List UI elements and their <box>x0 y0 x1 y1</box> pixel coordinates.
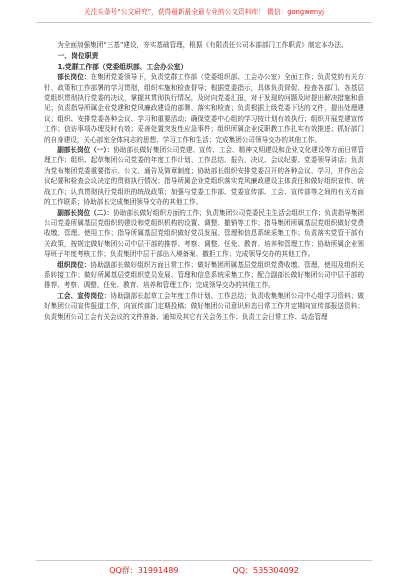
label-deputy-1: 副部长岗位（一）： <box>57 146 114 155</box>
paragraph-minister <box>44 72 364 145</box>
paragraph-organization <box>44 260 364 291</box>
section-title: 一、岗位职责 <box>57 52 99 61</box>
footer-qq-group: QQ群：31991489 <box>109 566 179 575</box>
paragraph-deputy-2 <box>44 208 364 260</box>
footer-divider <box>36 560 372 561</box>
paragraph-union-publicity <box>44 291 364 322</box>
text-deputy-2: 协助部长做好组织方面的工作；负责集团公司党委民主生活会组织工作；负责指导集团公司党委所属基层党组织的建设和党组织机构的设置、调整、撤销等工作；指导集团所属基层党组织做好党费收缴、管理、使用工作；指导所属基层党组织做好党员发展、管理和信息系统采集工作；负责落实党管干部有关政策，按规定做好集团公司中层干部的推荐、考察、调整、任免、教育、培养和管理工作；协助所属企业领导班子年度考核工作；负责集团中层干部出入境备案、撤拒工作；完成领导交办的其他工作。 <box>44 208 365 259</box>
label-union-publicity: 工会、宣传岗位： <box>57 291 111 300</box>
label-organization: 组织岗位： <box>57 260 91 269</box>
text-minister: 在集团党委领导下，负责党群工作部（党委组织部、工会办公室）全面工作；负责党的有关方针、政策和工作部署的学习贯彻，组织实施和检查督导；根据党委指示，具体负责督促、检查各部门、各基层党组织贯彻执行党委的决议，掌握其贯彻执行情况，及时向党委汇报，对于发现的问题及时提出解决措施和意见；负责指导所属企业党建和党风廉政建设的部署、落实和检查；负责根据上级党委下达的文件，提出处理建议；组织、安排党委各种会议、学习和重要活动；确保党委中心组的学习按计划有效执行；组织开展党建宣传工作；信访事项办理及时有效；妥善处置突发性应急事件；组织所属企业反职教工作扎实有效推进；抓好部门的自身建设，关心部室全体同志的思想、学习工作和生活；完成集团公司领导交办的其他工作。 <box>44 73 364 144</box>
text-union-publicity: 协助副部长起草工会年度工作计划、工作总结；负责收集集团公司中心组学习资料；做好集团公司宣传报道工作，向宣传部门定期投稿；做好集团公司意识形态日常工作并定期向宣传部报送资料；负责集团公司工会有关会议的文件准备、通知及其它有关会务工作；负责工会日常工作、动态管理 <box>44 291 365 321</box>
header-divider <box>36 22 372 23</box>
paragraph-deputy-1 <box>44 145 364 207</box>
intro-paragraph: 为全面加强集团“三基”建设，夯实基础管理，根据《有限责任公司本部部门工作职责》制定本办法。 <box>57 41 348 49</box>
promo-banner: 关注头条号“公文研究”，获得最新最全最专业的公文资料库！ 微信：gongwenyj <box>83 8 325 16</box>
text-organization: 协助副部长做好组织方面日常工作；做好集团所属基层党组织党费收缴、管理、使用及组织关系转接工作；做好所属基层党组织党员发展、管理和信息系统采集工作；配合副部长做好集团公司中层干部的推荐、考察、调整、任免、教育、培养和管理工作；完成领导交办的其他工作。 <box>44 260 364 290</box>
label-minister: 部长岗位： <box>57 73 91 82</box>
footer-qq: QQ：535304092 <box>232 566 299 575</box>
subsection-title: 1.党群工作部（党委组织部、工会办公室） <box>57 62 188 71</box>
document-body <box>44 40 364 322</box>
footer <box>0 565 408 576</box>
text-deputy-1: 协助部长做好集团公司党建、宣传、工会、精神文明建设和企业文化建设等方面日常管理工作；组织、起草集团公司党委的年度工作计划、工作总结、报告、决议、会议纪要、党委领导讲话；负责为党布集团党委重要指示、公文、通告及简章制度；协助部长组织安排党委召开的各种会议、学习，并作出会议纪要和检查会议决定的贯彻执行情况；指导所属企业党组织落实党风廉政建设主体责任和做好组织宣传、统战工作；认真贯彻执行党组织的统战政策；加强与党委工作部、党委宣传部、工会、宣传部等之间的有关方面的工作联系；协助部长完成集团领导交办的其他工作。 <box>44 146 365 207</box>
label-deputy-2: 副部长岗位（二）： <box>57 208 114 217</box>
